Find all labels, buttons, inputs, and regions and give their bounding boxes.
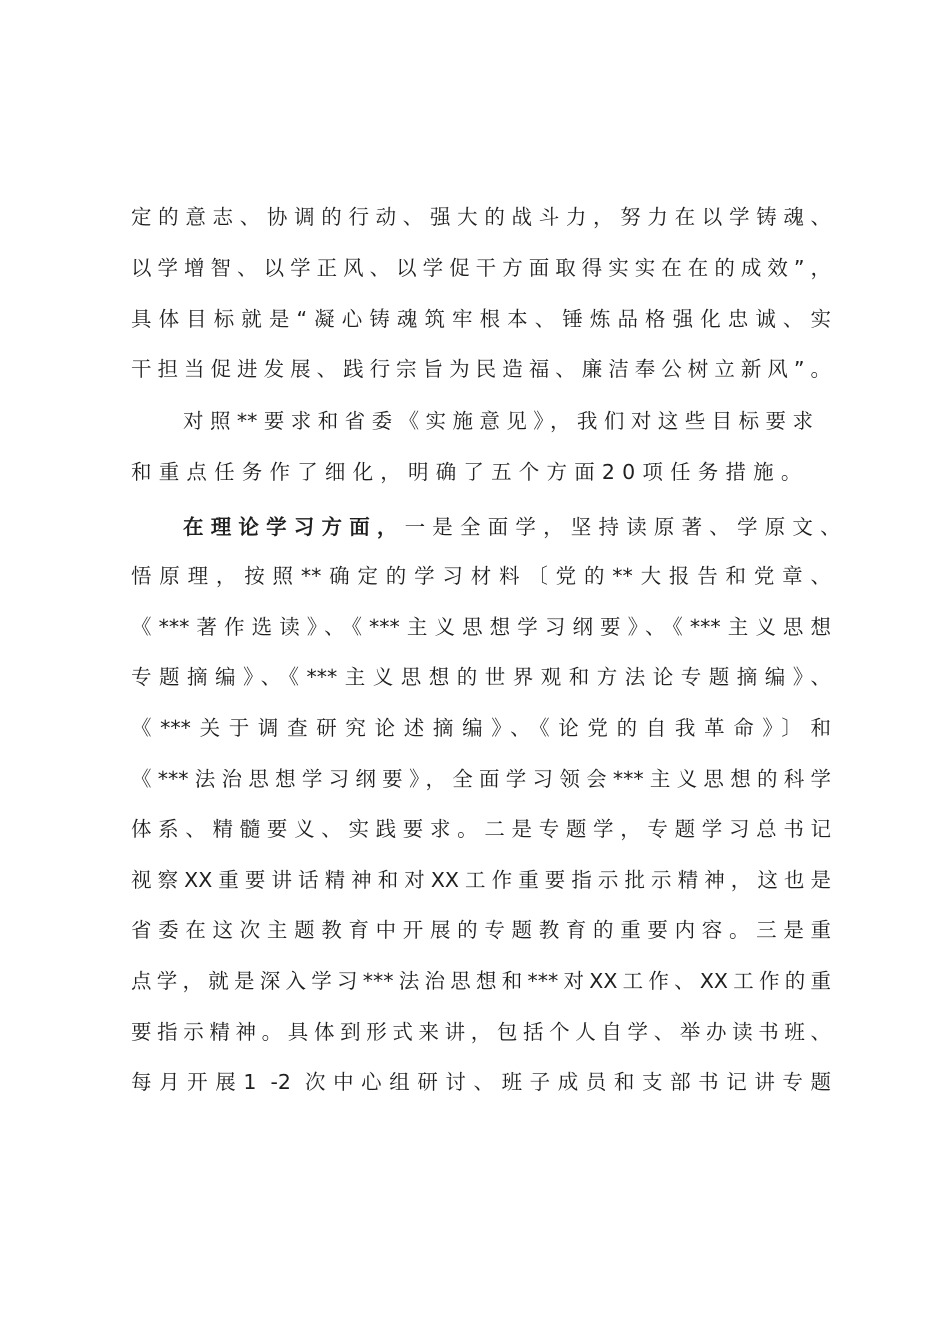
- text-line: 《***法治思想学习纲要》，全面学习领会***主义思想的科学: [131, 767, 831, 791]
- text-line: 点学，就是深入学习***法治思想和***对XX工作、XX工作的重: [131, 969, 831, 993]
- text-line: 要指示精神。具体到形式来讲，包括个人自学、举办读书班、: [131, 1020, 831, 1044]
- text-line: 干担当促进发展、践行宗旨为民造福、廉洁奉公树立新风”。: [131, 357, 831, 381]
- text-line: 视察XX重要讲话精神和对XX工作重要指示批示精神，这也是: [131, 868, 831, 892]
- text-line: 专题摘编》、《***主义思想的世界观和方法论专题摘编》、: [131, 665, 831, 689]
- text-line: 省委在这次主题教育中开展的专题教育的重要内容。三是重: [131, 918, 831, 942]
- text-line: 《***关于调查研究论述摘编》、《论党的自我革命》〕和: [131, 716, 831, 740]
- section-heading: 在理论学习方面，: [183, 515, 405, 539]
- text-line: 以学增智、以学正风、以学促干方面取得实实在在的成效”，: [131, 256, 831, 280]
- text-span: 一是全面学，坚持读原著、学原文、: [404, 515, 848, 539]
- text-line: 具体目标就是“凝心铸魂筑牢根本、锤炼品格强化忠诚、实: [131, 307, 831, 331]
- text-line: 定的意志、协调的行动、强大的战斗力，努力在以学铸魂、: [131, 205, 831, 229]
- text-line: 《***著作选读》、《***主义思想学习纲要》、《***主义思想: [131, 615, 831, 639]
- paragraph-lead: [183, 510, 848, 544]
- text-line: 悟原理，按照**确定的学习材料〔党的**大报告和党章、: [131, 564, 831, 588]
- text-line: 和重点任务作了细化，明确了五个方面20项任务措施。: [131, 460, 809, 484]
- text-line: 体系、精髓要义、实践要求。二是专题学，专题学习总书记: [131, 817, 831, 841]
- text-line: 每月开展1 -2 次中心组研讨、班子成员和支部书记讲专题: [131, 1070, 831, 1094]
- text-line: 对照**要求和省委《实施意见》，我们对这些目标要求: [183, 409, 813, 433]
